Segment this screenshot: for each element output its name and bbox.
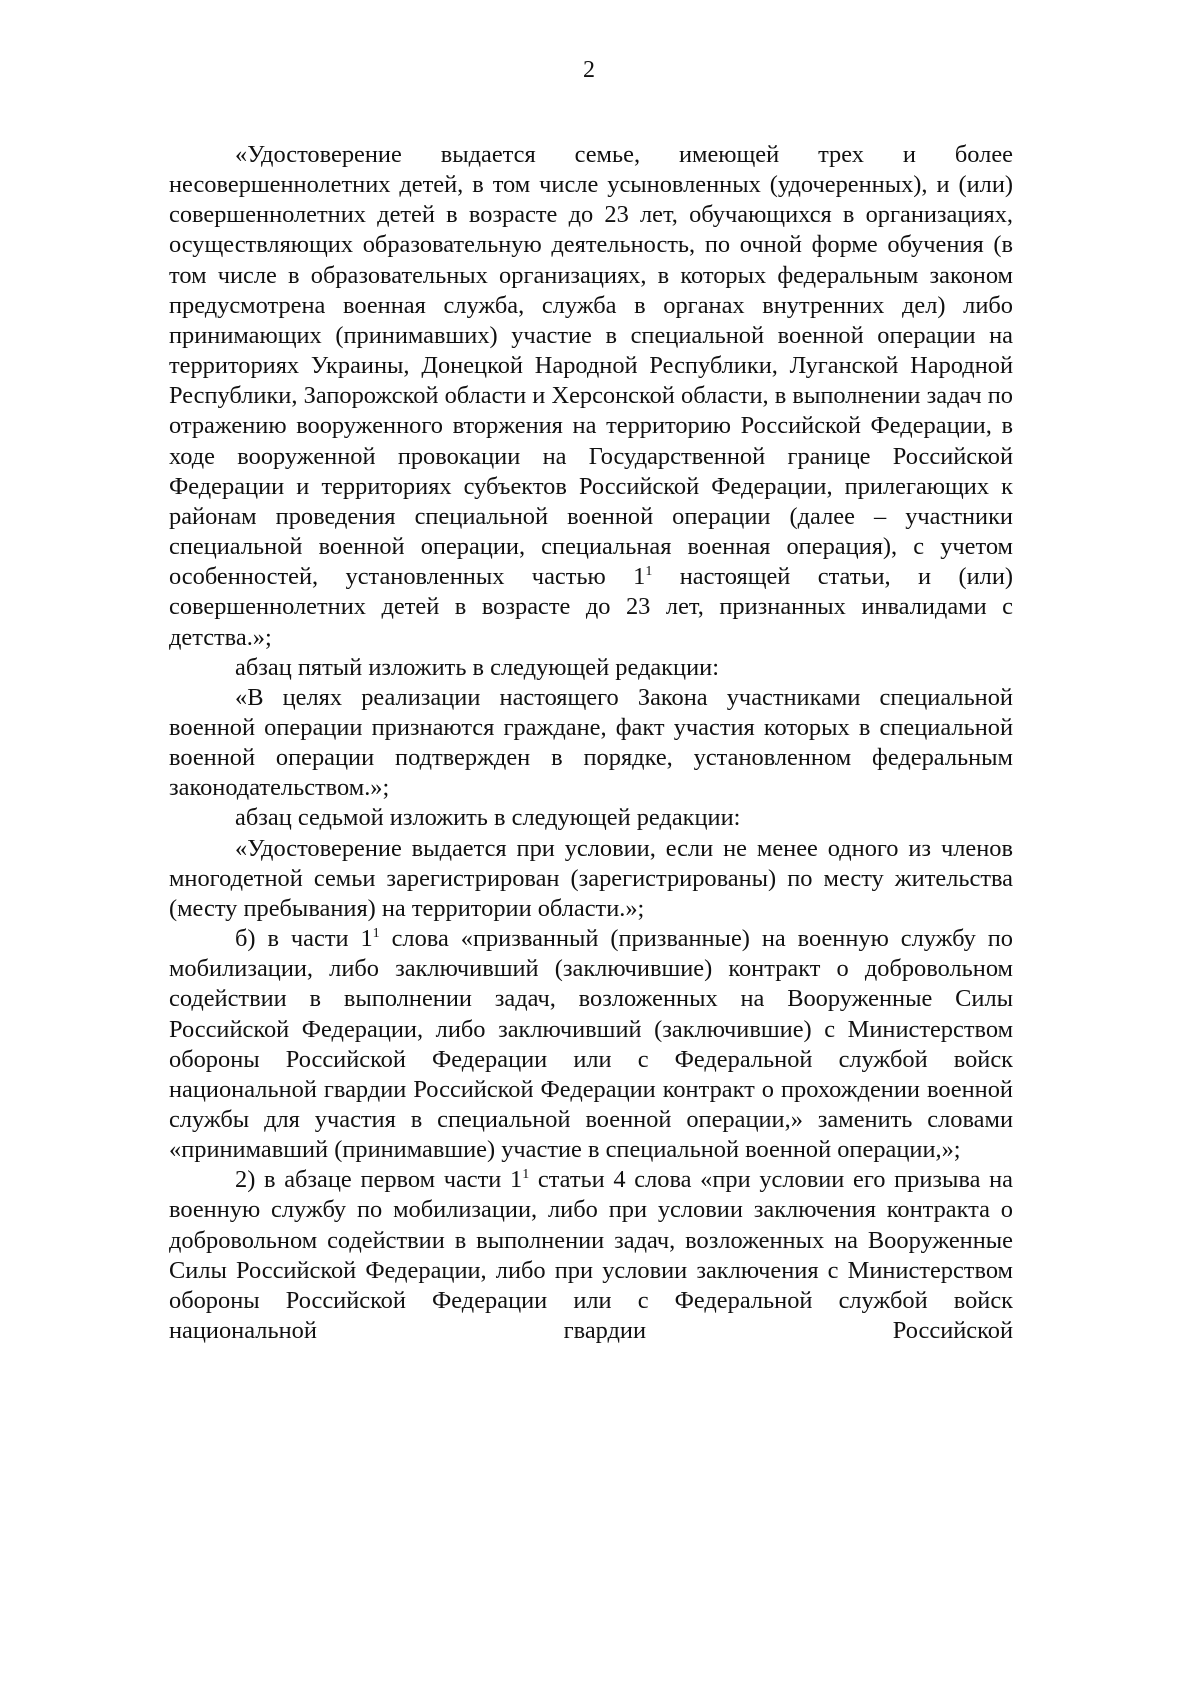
paragraph-amend-abzac-5: абзац пятый изложить в следующей редакции: [235, 653, 719, 681]
paragraph-text: слова «призванный (призванные) на военную службу по мобилизации, либо заключивший (заключившие) контракт о добровольном содействии в выполнении задач, возложенных на Вооруженные Силы Российской Федерации, либо заключивший (заключившие) с Министерством обороны Российской Федерации или с Федеральной службой войск национальной гвардии Российской Федерации контракт о прохождении военной службы для участия в специальной военной операции,» заменить словами «принимавший (принимавшие) участие в специальной военной операции,»; [169, 925, 1013, 1164]
paragraph-text: б) в части 1 [235, 925, 373, 953]
paragraph-article-4-amendment [169, 1165, 1013, 1346]
superscript: 1 [372, 925, 380, 941]
page-number: 2 [583, 57, 595, 83]
paragraph-part-1-1-amendment [169, 924, 1013, 1165]
paragraph-text: статьи 4 слова «при условии его призыва на военную службу по мобилизации, либо при условии заключения контракта о добровольном содействии в выполнении задач, возложенных на Вооруженные Силы Российской Федерации, либо при условии заключения с Министерством обороны Российской Федерации или с Федеральной службой войск национальной гвардии Российской [169, 1166, 1014, 1345]
paragraph-registration-condition: «Удостоверение выдается при условии, если не менее одного из членов многодетной семьи зарегистрирован (зарегистрированы) по месту жительства (месту пребывания) на территории области.»; [169, 834, 1013, 922]
paragraph-svo-participants: «В целях реализации настоящего Закона участниками специальной военной операции признаются граждане, факт участия которых в специальной военной операции подтвержден в порядке, установленном федеральным законодательством.»; [169, 683, 1013, 802]
paragraph-text: 2) в абзаце первом части 1 [235, 1166, 523, 1194]
superscript: 1 [522, 1167, 530, 1183]
paragraph-text: настоящей статьи, и (или) совершеннолетних детей в возрасте до 23 лет, признанных инвалидами с детства.»; [169, 563, 1014, 651]
paragraph-certificate-issue [169, 140, 1013, 653]
paragraph-amend-abzac-7: абзац седьмой изложить в следующей редакции: [235, 804, 741, 832]
superscript: 1 [645, 564, 653, 580]
paragraph-text: «Удостоверение выдается семье, имеющей трех и более несовершеннолетних детей, в том числе усыновленных (удочеренных), и (или) совершеннолетних детей в возрасте до 23 лет, обучающихся в организациях, осуществляющих образовательную деятельность, по очной форме обучения (в том числе в образовательных организациях, в которых федеральным законом предусмотрена военная служба, служба в органах внутренних дел) либо принимающих (принимавших) участие в специальной военной операции на территориях Украины, Донецкой Народной Республики, Луганской Народной Республики, Запорожской области и Херсонской области, в выполнении задач по отражению вооруженного вторжения на территорию Российской Федерации, в ходе вооруженной провокации на Государственной границе Российской Федерации и территориях субъектов Российской Федерации, прилегающих к районам проведения специальной военной операции (далее – участники специальной военной операции, специальная военная операция), с учетом особенностей, установленных частью 1 [169, 141, 1013, 591]
document-body [169, 140, 1013, 1346]
